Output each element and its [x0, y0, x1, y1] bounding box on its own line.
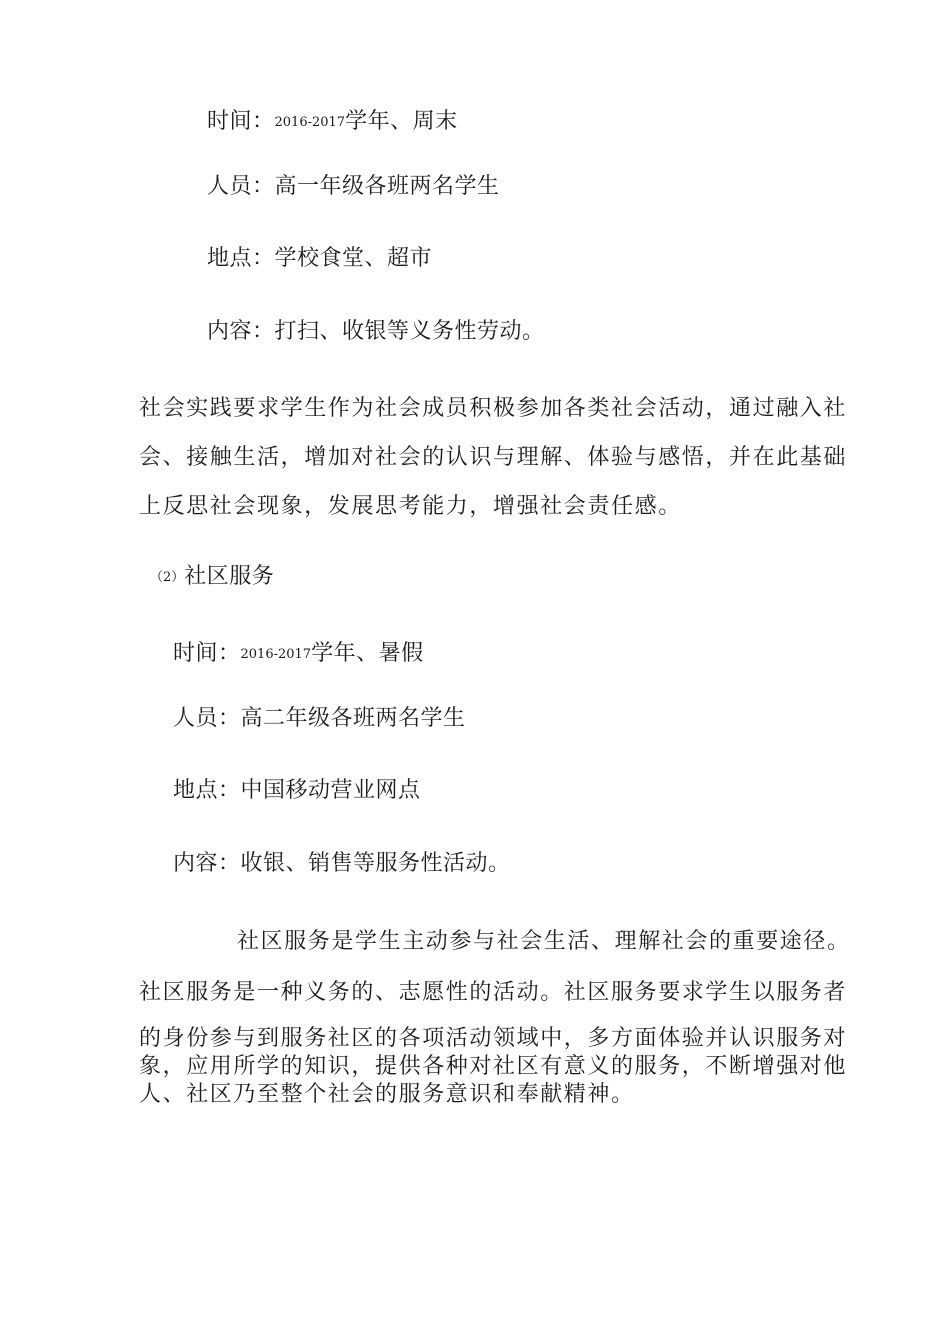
s2-paragraph-line-3: 的身份参与到服务社区的各项活动领域中，多方面体验并认识服务对 — [139, 1026, 848, 1051]
s2-place: 地点：中国移动营业网点 — [173, 778, 421, 803]
s2-people: 人员：高二年级各班两名学生 — [173, 706, 466, 731]
s2-heading-text: 社区服务 — [184, 564, 275, 589]
s1-paragraph-line-1: 社会实践要求学生作为社会成员积极参加各类社会活动，通过融入社 — [139, 396, 848, 421]
s2-time-rest: 学年、暑假 — [311, 641, 424, 666]
s2-heading — [150, 562, 274, 593]
s2-paragraph-line-4: 象，应用所学的知识，提供各种对社区有意义的服务，不断增强对他 — [139, 1054, 848, 1079]
s1-time-year: 2016-2017 — [274, 115, 346, 130]
s1-paragraph-line-3: 上反思社会现象，发展思考能力，增强社会责任感。 — [139, 494, 682, 519]
s2-content: 内容：收银、销售等服务性活动。 — [173, 851, 511, 876]
s1-content: 内容：打扫、收银等义务性劳动。 — [207, 319, 545, 344]
s2-time — [173, 639, 424, 670]
s2-time-year: 2016-2017 — [240, 647, 312, 662]
s1-paragraph-line-2: 会、接触生活，增加对社会的认识与理解、体验与感悟，并在此基础 — [139, 445, 848, 470]
s1-time — [207, 107, 458, 138]
s2-paragraph-line-5: 人、社区乃至整个社会的服务意识和奉献精神。 — [139, 1082, 635, 1107]
s2-paragraph-line-1: 社区服务是学生主动参与社会生活、理解社会的重要途径。 — [237, 929, 851, 954]
s1-place: 地点：学校食堂、超市 — [207, 246, 433, 271]
s2-time-label: 时间： — [173, 641, 241, 666]
s2-heading-num: （2） — [150, 570, 185, 585]
s1-time-label: 时间： — [207, 109, 275, 134]
s2-paragraph-line-2: 社区服务是一种义务的、志愿性的活动。社区服务要求学生以服务者 — [139, 980, 848, 1005]
s1-people: 人员：高一年级各班两名学生 — [207, 174, 500, 199]
s1-time-rest: 学年、周末 — [345, 109, 458, 134]
